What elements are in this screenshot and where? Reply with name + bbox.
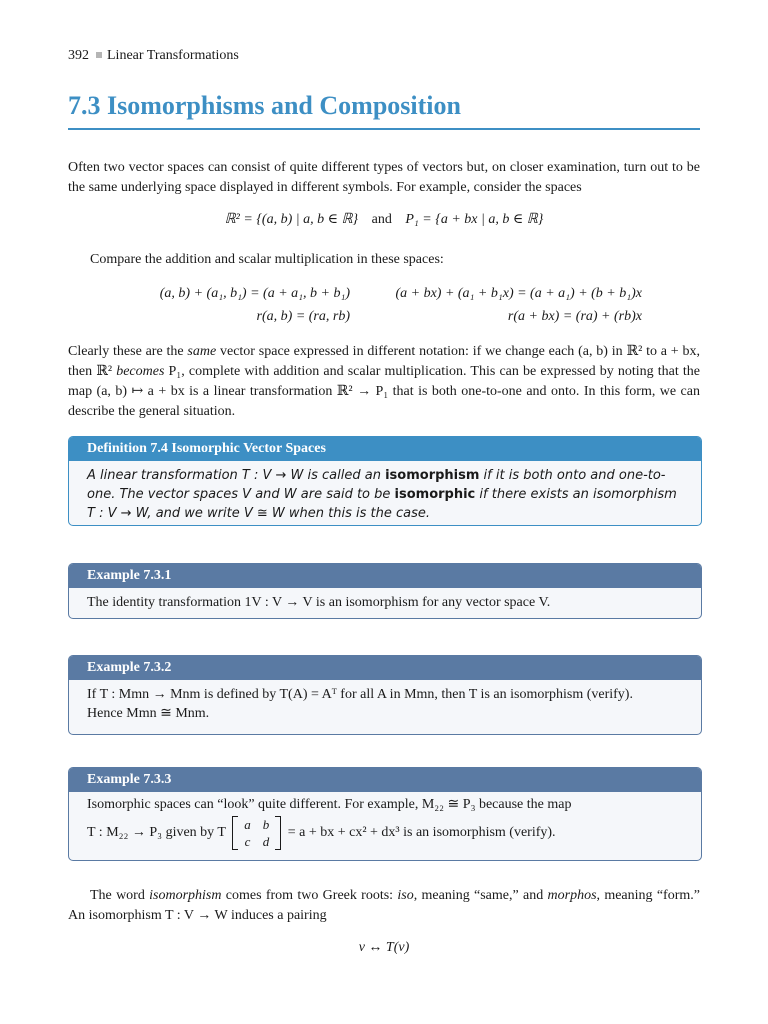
closing-paragraph xyxy=(68,886,700,926)
pairing-display: v ↔ T(v) xyxy=(358,940,410,955)
page-number: 392 xyxy=(68,48,89,63)
clearly-text-3: P₁, complete with addition and scalar multiplication. This can be expressed by noting that the map (a, b) ↦ a + bx is a linear transformation ℝ² → P₁ that is both one-to-one and onto. In this form, we can describe the general situation. xyxy=(68,364,700,419)
example-1-text: The identity transformation 1V : V → V is an isomorphism for any vector space V. xyxy=(87,595,551,610)
example-3-map-prefix: T : M₂₂ → P₃ given by T xyxy=(87,825,226,841)
definition-body xyxy=(69,461,701,526)
matrix-entry: a xyxy=(244,817,251,832)
closing-word-iso: iso xyxy=(397,888,414,903)
definition-title: Definition 7.4 Isomorphic Vector Spaces xyxy=(69,437,701,461)
example-2-body xyxy=(69,680,701,729)
section-title: 7.3 Isomorphisms and Composition xyxy=(68,86,700,130)
clearly-emph-same: same xyxy=(187,344,217,359)
display-spaces xyxy=(68,210,700,230)
eq-poly-scalar: r(a + bx) = (ra) + (rb)x xyxy=(507,309,642,324)
space-p1: P₁ = {a + bx | a, b ∈ ℝ} xyxy=(405,212,544,227)
example-1-title: Example 7.3.1 xyxy=(69,564,701,588)
definition-box xyxy=(68,436,702,526)
space-r2: ℝ² = {(a, b) | a, b ∈ ℝ} xyxy=(224,212,359,227)
equations-right xyxy=(370,284,642,327)
clearly-text-2: vector space expressed in different notation: if we change each (a, b) in ℝ² to a + bx, then ℝ² xyxy=(68,344,701,379)
intro-paragraph: Often two vector spaces can consist of quite different types of vectors but, on closer examination, turn out to be the same underlying space displayed in different symbols. For example, consider the spaces xyxy=(68,160,700,195)
example-box-1 xyxy=(68,563,702,619)
matrix-entry: d xyxy=(262,834,270,849)
example-2-title: Example 7.3.2 xyxy=(69,656,701,680)
example-2-line-2: Hence Mmn ≅ Mnm. xyxy=(87,706,210,721)
definition-text-3: if there exists an isomorphism T : V → W, and we write V ≅ W when this is the case. xyxy=(87,487,677,521)
matrix-entry: b xyxy=(262,817,270,832)
example-3-line-2 xyxy=(87,816,683,850)
clearly-emph-becomes: becomes xyxy=(116,364,165,379)
example-box-3 xyxy=(68,767,702,861)
closing-text-4: , meaning “form.” An isomorphism T : V → W induces a pairing xyxy=(68,888,700,923)
clearly-text-1: Clearly these are the xyxy=(68,344,188,359)
definition-term-isomorphic: isomorphic xyxy=(394,487,476,502)
definition-text-2: if it is both onto and one-to-one. The vector spaces V and W are said to be xyxy=(87,468,666,502)
example-3-body xyxy=(69,792,701,856)
compare-line: Compare the addition and scalar multiplication in these spaces: xyxy=(90,252,444,267)
closing-word-morphos: morphos xyxy=(547,888,597,903)
definition-term-isomorphism: isomorphism xyxy=(385,468,480,483)
eq-vector-scalar: r(a, b) = (ra, rb) xyxy=(256,309,350,324)
matrix-entry: c xyxy=(244,834,251,849)
clearly-paragraph xyxy=(68,342,700,422)
eq-poly-addition: (a + bx) + (a₁ + b₁x) = (a + a₁) + (b + b₁)x xyxy=(395,286,642,301)
eq-vector-addition: (a, b) + (a₁, b₁) = (a + a₁, b + b₁) xyxy=(159,286,350,301)
example-box-2 xyxy=(68,655,702,735)
matrix-2x2 xyxy=(232,816,281,850)
example-3-title: Example 7.3.3 xyxy=(69,768,701,792)
and-word: and xyxy=(371,212,392,227)
header-separator xyxy=(96,52,102,58)
example-2-line-1: If T : Mmn → Mnm is defined by T(A) = Aᵀ for all A in Mmn, then T is an isomorphism (verify). xyxy=(87,687,633,702)
equations-left xyxy=(130,284,350,327)
definition-text-1: A linear transformation T : V → W is called an xyxy=(87,468,386,483)
closing-text-1: The word xyxy=(90,888,150,903)
closing-text-3: , meaning “same,” and xyxy=(413,888,548,903)
closing-text-2: comes from two Greek roots: xyxy=(221,888,398,903)
example-3-line-1: Isomorphic spaces can “look” quite different. For example, M₂₂ ≅ P₃ because the map xyxy=(87,797,572,812)
running-header xyxy=(68,46,239,66)
chapter-title: Linear Transformations xyxy=(107,48,239,63)
closing-word-isomorphism: isomorphism xyxy=(149,888,222,903)
example-3-map-suffix: = a + bx + cx² + dx³ is an isomorphism (verify). xyxy=(287,825,556,841)
